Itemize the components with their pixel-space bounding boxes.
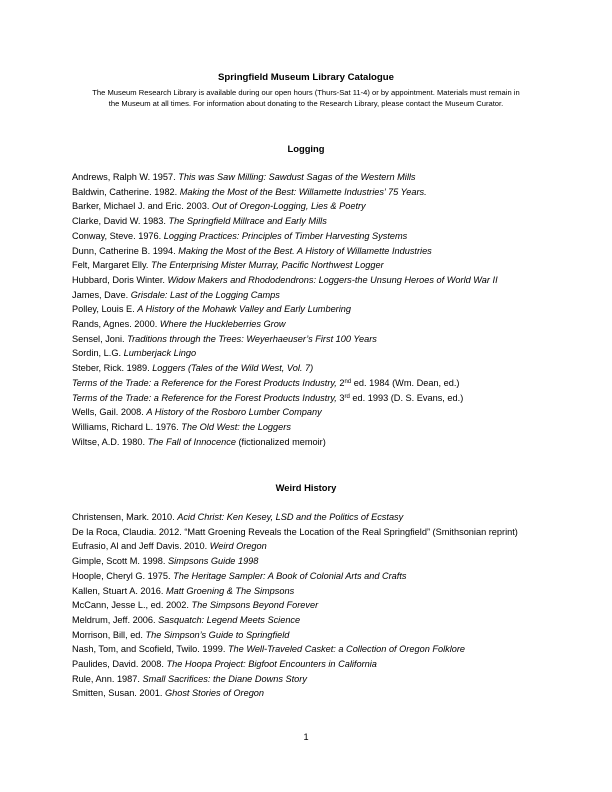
catalogue-entry bbox=[72, 539, 552, 554]
page-title: Springfield Museum Library Catalogue bbox=[218, 72, 394, 83]
entry-author-year: Dunn, Catherine B. 1994. bbox=[72, 245, 179, 256]
entry-title: Sasquatch: Legend Meets Science bbox=[158, 614, 301, 625]
catalogue-entry bbox=[72, 288, 552, 303]
entry-title: Terms of the Trade: a Reference for the Forest Products Industry, bbox=[72, 392, 337, 403]
entry-title: Logging Practices: Principles of Timber Harvesting Systems bbox=[163, 230, 408, 241]
entry-title: The Simpsons Beyond Forever bbox=[191, 600, 319, 611]
entry-title: Making the Most of the Best: Willamette Industries’ 75 Years. bbox=[179, 186, 427, 197]
entry-title: Ghost Stories of Oregon bbox=[164, 688, 265, 699]
entry-title: Small Sacrifices: the Diane Downs Story bbox=[142, 673, 307, 684]
entry-author-year: Paulides, David. 2008. bbox=[72, 659, 167, 670]
entry-title: Terms of the Trade: a Reference for the Forest Products Industry, bbox=[72, 377, 337, 388]
entry-author-year: Andrews, Ralph W. 1957. bbox=[72, 172, 179, 182]
entry-author-year: Conway, Steve. 1976. bbox=[72, 230, 164, 241]
entry-title: Matt Groening & The Simpsons bbox=[165, 585, 295, 596]
entry-title: Loggers (Tales of the Wild West, Vol. 7) bbox=[152, 363, 314, 374]
catalogue-entry bbox=[72, 613, 552, 628]
entry-title: Traditions through the Trees: Weyerhaeuser’s First 100 Years bbox=[127, 333, 377, 344]
entry-author-year: Gimple, Scott M. 1998. bbox=[72, 556, 168, 567]
entry-author-year: Clarke, David W. 1983. bbox=[72, 216, 169, 227]
catalogue-entry bbox=[72, 170, 552, 185]
entry-author-year: Wiltse, A.D. 1980. bbox=[72, 436, 148, 447]
catalogue-entry bbox=[72, 185, 552, 200]
entry-author-year: James, Dave. bbox=[72, 289, 131, 300]
entry-author-year: Rands, Agnes. 2000. bbox=[72, 319, 160, 330]
entry-title: Simpsons Guide 1998 bbox=[168, 556, 259, 567]
entry-edition-suffix: nd bbox=[344, 378, 352, 385]
entry-title: The Old West: the Loggers bbox=[181, 421, 291, 432]
weird-history-list bbox=[72, 510, 552, 701]
entry-title: The Well-Traveled Casket: a Collection of Oregon Folklore bbox=[227, 644, 466, 655]
section-heading-weird-history: Weird History bbox=[275, 482, 337, 493]
entry-author-year: Morrison, Bill, ed. bbox=[72, 629, 146, 640]
catalogue-entry bbox=[72, 554, 552, 569]
entry-author-year: Steber, Rick. 1989. bbox=[72, 363, 153, 374]
catalogue-entry bbox=[72, 569, 552, 584]
catalogue-entry bbox=[72, 376, 552, 391]
entry-title: Acid Christ: Ken Kesey, LSD and the Politics of Ecstasy bbox=[177, 512, 404, 522]
catalogue-entry bbox=[72, 672, 552, 687]
entry-title: Lumberjack Lingo bbox=[123, 348, 197, 359]
catalogue-entry bbox=[72, 642, 552, 657]
entry-title: A History of the Rosboro Lumber Company bbox=[146, 407, 322, 418]
entry-note: 2 bbox=[336, 377, 345, 388]
catalogue-entry bbox=[72, 229, 552, 244]
catalogue-entry bbox=[72, 258, 552, 273]
entry-title: The Springfield Millrace and Early Mills bbox=[168, 216, 327, 227]
catalogue-entry bbox=[72, 628, 552, 643]
catalogue-entry bbox=[72, 435, 552, 450]
catalogue-entry bbox=[72, 598, 552, 613]
entry-edition-note: ed. 1984 (Wm. Dean, ed.) bbox=[351, 377, 460, 388]
catalogue-entry bbox=[72, 214, 552, 229]
section-heading-logging: Logging bbox=[287, 143, 325, 154]
entry-title: This was Saw Milling: Sawdust Sagas of the Western Mills bbox=[178, 172, 416, 182]
entry-author-year: Christensen, Mark. 2010. bbox=[72, 512, 178, 522]
entry-title: Weird Oregon bbox=[209, 541, 267, 552]
entry-note: (fictionalized memoir) bbox=[235, 436, 326, 447]
catalogue-entry bbox=[72, 244, 552, 259]
entry-author-year: Williams, Richard L. 1976. bbox=[72, 421, 182, 432]
entry-title: The Enterprising Mister Murray, Pacific Northwest Logger bbox=[150, 260, 384, 271]
entry-edition-suffix: rd bbox=[344, 393, 350, 400]
entry-author-year: Sensel, Joni. bbox=[72, 333, 128, 344]
page-number: 1 bbox=[303, 732, 309, 742]
entry-author-year: Barker, Michael J. and Eric. 2003. bbox=[72, 201, 212, 212]
catalogue-entry bbox=[72, 657, 552, 672]
entry-author-year: Wells, Gail. 2008. bbox=[72, 407, 147, 418]
entry-author-year: Baldwin, Catherine. 1982. bbox=[72, 186, 180, 197]
entry-title: The Hoopa Project: Bigfoot Encounters in California bbox=[166, 659, 377, 670]
entry-title: Where the Huckleberries Grow bbox=[159, 319, 286, 330]
entry-author-year: Eufrasio, Al and Jeff Davis. 2010. bbox=[72, 541, 210, 552]
entry-title: The Fall of Innocence bbox=[147, 436, 236, 447]
entry-title: Widow Makers and Rhododendrons: Loggers-the Unsung Heroes of World War II bbox=[167, 274, 498, 285]
entry-title: The Simpson’s Guide to Springfield bbox=[145, 629, 290, 640]
entry-note: 3 bbox=[336, 392, 345, 403]
entry-author-year: Polley, Louis E. bbox=[72, 304, 138, 315]
entry-author-year: Felt, Margaret Elly. bbox=[72, 260, 151, 271]
catalogue-entry bbox=[72, 510, 552, 525]
catalogue-entry bbox=[72, 584, 552, 599]
entry-author-year: McCann, Jesse L., ed. 2002. bbox=[72, 600, 192, 611]
catalogue-entry bbox=[72, 273, 552, 288]
catalogue-entry bbox=[72, 686, 552, 701]
entry-author-year: Kallen, Stuart A. 2016. bbox=[72, 585, 166, 596]
catalogue-entry bbox=[72, 420, 552, 435]
catalogue-entry bbox=[72, 391, 552, 406]
entry-author-year: Sordin, L.G. bbox=[72, 348, 124, 359]
entry-author-year: Nash, Tom, and Scofield, Twilo. 1999. bbox=[72, 644, 228, 655]
catalogue-entry bbox=[72, 346, 552, 361]
entry-author-year: Hoople, Cheryl G. 1975. bbox=[72, 570, 174, 581]
entry-title: A History of the Mohawk Valley and Early Lumbering bbox=[137, 304, 351, 315]
entry-title: Grisdale: Last of the Logging Camps bbox=[130, 289, 280, 300]
catalogue-entry bbox=[72, 332, 552, 347]
entry-title: Making the Most of the Best. A History of Willamette Industries bbox=[178, 245, 432, 256]
entry-author-year: Smitten, Susan. 2001. bbox=[72, 688, 165, 699]
catalogue-entry bbox=[72, 525, 552, 540]
entry-author-year: Rule, Ann. 1987. bbox=[72, 673, 143, 684]
entry-author-year: Meldrum, Jeff. 2006. bbox=[72, 614, 159, 625]
entry-title: Out of Oregon-Logging, Lies & Poetry bbox=[211, 201, 366, 212]
catalogue-entry bbox=[72, 405, 552, 420]
entry-author-year: De la Roca, Claudia. 2012. “Matt Groening Reveals the Location of the Real Springfield” (Smithsonian reprint) bbox=[72, 526, 518, 537]
catalogue-entry bbox=[72, 317, 552, 332]
entry-author-year: Hubbard, Doris Winter. bbox=[72, 274, 168, 285]
entry-edition-note: ed. 1993 (D. S. Evans, ed.) bbox=[349, 392, 464, 403]
catalogue-entry bbox=[72, 361, 552, 376]
intro-paragraph: The Museum Research Library is available during our open hours (Thurs-Sat 11-4) or by appointment. Materials must remain in the Museum at all times. For information about donating to the Research Library, please contact the Museum Curator. bbox=[92, 88, 520, 108]
entry-title: The Heritage Sampler: A Book of Colonial Arts and Crafts bbox=[173, 570, 407, 581]
catalogue-entry bbox=[72, 302, 552, 317]
logging-list bbox=[72, 170, 552, 449]
catalogue-entry bbox=[72, 199, 552, 214]
